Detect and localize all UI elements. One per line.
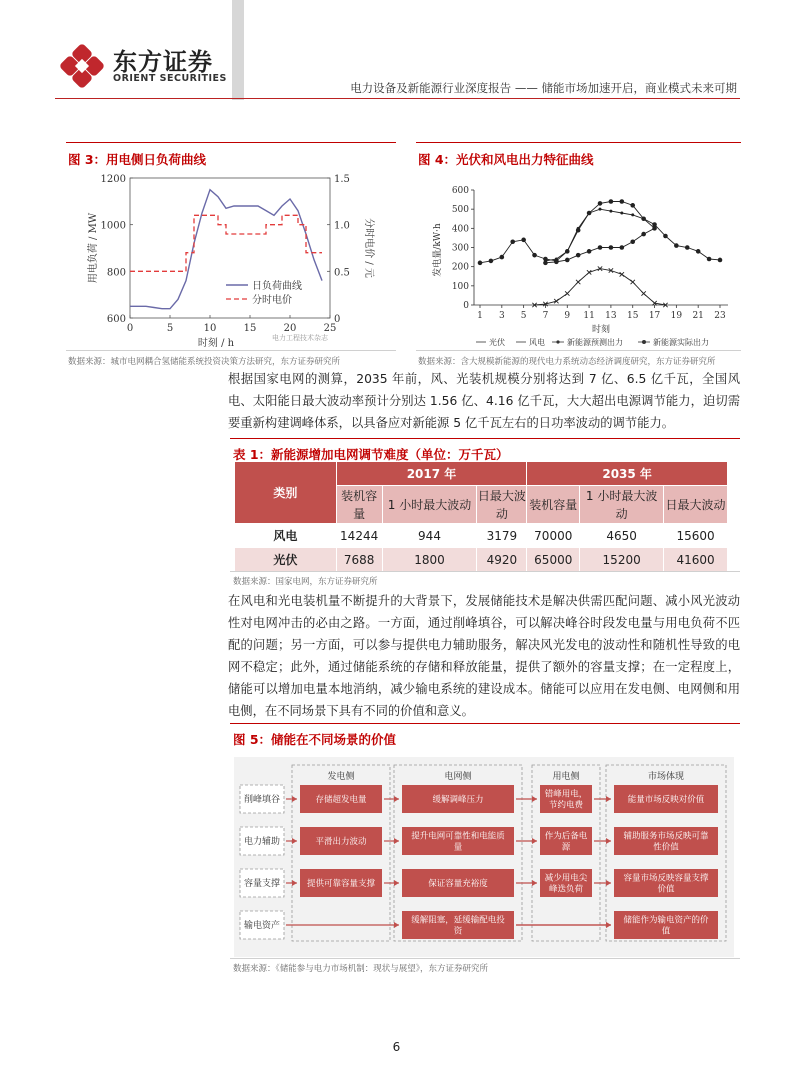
fig4-legend-pv: 光伏: [489, 338, 505, 347]
fig4-point: [532, 253, 537, 258]
fig3-series-price: [130, 215, 322, 271]
fig3-xtick-label: 25: [323, 323, 337, 334]
table1-sub-1: 1 小时最大波动: [382, 486, 477, 524]
table1-title: 表 1：新能源增加电网调节难度（单位：万千瓦）: [233, 447, 509, 462]
fig4-ytick-label: 400: [451, 224, 469, 235]
table1-cell: 3179: [477, 524, 527, 548]
fig4-point: [566, 250, 569, 253]
fig4-point: [641, 232, 646, 237]
fig4-point: [565, 291, 569, 295]
fig3-xtick-label: 10: [203, 323, 217, 334]
fig4-xtick-label: 1: [477, 311, 483, 321]
fig5-top-rule: [230, 723, 740, 724]
fig4-series-forecast: [545, 209, 654, 261]
fig5-cell-text: 储能作为输电资产的价: [623, 915, 709, 926]
page-number: 6: [392, 1040, 401, 1054]
fig5-col-head: 市场体现: [647, 772, 685, 782]
paragraph-1: 根据国家电网的测算，2035 年前，风、光装机规模分别将达到 7 亿、6.5 亿千瓦，全国风电、太阳能日最大波动率预计分别达 1.56 亿、4.16 亿千瓦，大大超出电源调节能力，迫切需要重新构建调峰体系，以具备应对新能源 5 亿千瓦左右的日功率波动的调节能力。: [228, 372, 740, 430]
fig4-ytick-label: 500: [451, 205, 469, 216]
fig3-xlabel: 时刻 / h: [197, 338, 235, 349]
table1-bottom-rule: [230, 571, 740, 572]
fig5-title: 图 5：储能在不同场景的价值: [233, 732, 397, 747]
fig4-point: [620, 272, 624, 276]
table1-cell: 4920: [477, 548, 527, 572]
fig3-ytick-label: 800: [106, 267, 126, 279]
fig3-source: 数据来源：城市电网耦合氢储能系统投资决策方法研究，东方证券研究所: [68, 357, 341, 367]
fig5-cell-text: 减少用电尖: [544, 873, 588, 884]
table1-row-label: 风电: [235, 524, 337, 548]
fig4-xtick-label: 7: [542, 311, 549, 321]
fig3-plot-frame: [130, 178, 330, 318]
fig4-legend-forecast: 新能源预测出力: [567, 338, 623, 347]
fig4-point: [609, 199, 614, 204]
fig5-cell-text: 作为后备电: [544, 831, 588, 842]
fig4-ytick-label: 300: [451, 243, 469, 254]
fig4-point: [599, 208, 602, 211]
fig4-source: 数据来源：含大规模新能源的现代电力系统动态经济调度研究，东方证券研究所: [418, 357, 716, 367]
orient-logo-icon: [60, 44, 104, 88]
fig5-source: 数据来源：《储能参与电力市场机制：现状与展望》，东方证券研究所: [233, 964, 489, 974]
fig3-legend: [226, 279, 302, 306]
fig5-cell-text: 缓解阻塞，延缓输配电投: [411, 915, 505, 926]
fig4-point: [685, 245, 690, 250]
fig5-cell-text: 平滑出力波动: [315, 837, 367, 847]
fig4-point: [478, 261, 483, 266]
fig4-series-wind: [480, 202, 720, 263]
fig3-xtick-label: 5: [166, 323, 174, 334]
fig4-point: [598, 245, 603, 250]
fig4-xtick-label: 19: [670, 311, 683, 321]
table1-sub-4: 1 小时最大波动: [580, 486, 664, 524]
fig4-xlabel: 时刻: [591, 325, 611, 335]
table1: [234, 461, 728, 572]
fig4-ylabel: 发电量/kW·h: [433, 223, 443, 277]
fig4-ytick-label: 200: [451, 262, 469, 273]
fig3-ylabel: 用电负荷 / MW: [88, 212, 99, 284]
fig5-cell-text: 提升电网可靠性和电能质: [411, 831, 505, 842]
logo-en: ORIENT SECURITIES: [113, 73, 227, 84]
table1-cell: 1800: [382, 548, 477, 572]
fig3-legend-price: 分时电价: [252, 295, 292, 306]
fig4-point: [630, 203, 635, 208]
fig4-xtick-label: 9: [564, 311, 571, 321]
fig5-cell-text: 提供可靠容量支撑: [306, 879, 376, 889]
fig4-ytick-label: 600: [451, 186, 469, 196]
fig4-ytick-label: 0: [463, 301, 469, 311]
fig4-xtick-label: 3: [498, 311, 505, 321]
fig4-point: [642, 217, 645, 220]
table1-year-2017: 2017 年: [336, 462, 527, 486]
fig4-point: [489, 259, 494, 264]
fig5-col-head: 用电侧: [552, 772, 580, 782]
fig4-xtick-label: 5: [520, 311, 527, 321]
fig5-cell-text: 值: [661, 926, 671, 937]
table1-cell: 14244: [336, 524, 382, 548]
fig3-watermark: 电力工程技术杂志: [272, 334, 328, 342]
fig4-point: [641, 291, 645, 295]
table1-top-rule: [230, 438, 740, 439]
table1-header-row: [235, 462, 728, 486]
table1-sub-2: 日最大波动: [477, 486, 527, 524]
table1-source: 数据来源：国家电网，东方证券研究所: [233, 577, 378, 587]
fig4-legend: [476, 337, 709, 347]
fig5-row-label: 容量支撑: [243, 879, 281, 889]
table1-cell: 41600: [664, 548, 728, 572]
table1-sub-0: 装机容量: [336, 486, 382, 524]
fig3-title: 图 3：用电侧日负荷曲线: [68, 152, 207, 167]
fig5-cell-text: 量: [453, 842, 463, 853]
fig5-bottom-rule: [230, 958, 740, 959]
paragraph-2: 在风电和光电装机量不断提升的大背景下，发展储能技术是解决供需匹配问题、减小风光波动性对电网冲击的必由之路。一方面，通过削峰填谷，可以解决峰谷时段发电量与用电负荷不匹配的问题；另一方面，可以参与提供电力辅助服务，解决风光发电的波动性和随机性导致的电网不稳定；此外，通过储能系统的存储和释放能量，提供了额外的容量支撑；在一定程度上，储能可以增加电量本地消纳，减少输电系统的建设成本。储能可以应用在发电侧、电网侧和用电侧，在不同场景下具有不同的价值和意义。: [228, 594, 740, 718]
fig5-cell-text: 性价值: [653, 842, 679, 853]
fig4-xtick-label: 23: [714, 311, 726, 321]
fig4-point: [663, 234, 668, 239]
fig5-cell-text: 资: [453, 926, 463, 937]
fig4-point: [652, 226, 657, 231]
fig4-xtick-label: 15: [627, 311, 639, 321]
fig4-point: [587, 270, 591, 274]
fig5-cell-text: 辅助服务市场反映可靠: [623, 831, 709, 842]
table1-cell: 15200: [580, 548, 664, 572]
fig3-top-rule: [66, 142, 396, 143]
fig4-legend-actual: 新能源实际出力: [653, 338, 709, 347]
fig4-point: [587, 249, 592, 254]
fig4-top-rule: [416, 142, 741, 143]
fig4-ytick-label: 100: [451, 281, 469, 292]
table1-cell: 4650: [580, 524, 664, 548]
table1-cell: 944: [382, 524, 477, 548]
fig4-title: 图 4：光伏和风电出力特征曲线: [418, 152, 594, 167]
fig4-legend-wind: 风电: [529, 338, 545, 347]
fig5-cell-text: 能量市场反映对价值: [627, 795, 705, 805]
fig4-point: [718, 258, 723, 263]
fig3-y2tick-label: 0.5: [334, 267, 350, 279]
fig5-cell-text: 节约电费: [548, 800, 584, 811]
fig4-xtick-label: 11: [583, 311, 595, 321]
fig3-legend-load: 日负荷曲线: [252, 281, 302, 292]
fig4-point: [630, 239, 635, 244]
fig4-point: [707, 257, 712, 262]
fig3-xtick-label: 15: [243, 323, 257, 334]
fig5-col-head: 发电侧: [327, 772, 355, 782]
fig5-cell-text: 缓解调峰压力: [432, 795, 484, 805]
fig5-row-label: 输电资产: [243, 921, 281, 931]
fig4-point: [577, 227, 580, 230]
fig4-point: [609, 210, 612, 213]
fig4-point: [588, 212, 591, 215]
fig5-diagram: [234, 757, 734, 957]
fig4-point: [521, 238, 526, 243]
fig4-bottom-rule: [416, 350, 741, 351]
fig4-point: [620, 199, 625, 204]
report-title: 电力设备及新能源行业深度报告 —— 储能市场加速开启，商业模式未来可期: [350, 81, 737, 95]
table-row: [235, 524, 728, 548]
fig3-y2tick-label: 1.5: [334, 174, 350, 185]
fig4-point: [609, 245, 614, 250]
logo-cn: 东方证券: [113, 48, 213, 76]
table1-cell: 70000: [527, 524, 580, 548]
fig5-cell-text: 存储超发电量: [315, 795, 367, 805]
table1-year-2035: 2035 年: [527, 462, 728, 486]
fig5-col-head: 电网侧: [444, 772, 472, 782]
fig3-ylabel2: 分时电价 / 元: [363, 218, 374, 278]
table1-col-category: 类别: [235, 462, 337, 524]
fig4-point: [543, 261, 548, 266]
fig4-point: [620, 245, 625, 250]
fig4-point: [674, 243, 679, 248]
fig4-point: [620, 212, 623, 215]
fig5-cell-text: 保证容量充裕度: [428, 879, 488, 889]
table-row: [235, 548, 728, 572]
fig3-y2tick-label: 1.0: [334, 220, 350, 232]
fig4-point: [576, 253, 581, 258]
table1-cell: 15600: [664, 524, 728, 548]
fig3-xtick-label: 20: [283, 323, 297, 334]
fig4-xtick-label: 13: [605, 311, 617, 321]
fig3-bottom-rule: [66, 350, 396, 351]
table1-cell: 7688: [336, 548, 382, 572]
fig5-cell-text: 错峰用电，: [544, 789, 588, 800]
fig4-point: [631, 280, 635, 284]
table1-sub-5: 日最大波动: [664, 486, 728, 524]
fig5-row-label: 电力辅助: [243, 837, 281, 847]
table1-cell: 65000: [527, 548, 580, 572]
fig5-cell-text: 容量市场反映容量支撑: [623, 873, 709, 884]
fig3-ytick-label: 600: [106, 314, 126, 325]
fig4-xtick-label: 17: [648, 311, 661, 321]
fig4-chart: [416, 172, 741, 350]
fig4-point: [554, 260, 559, 265]
fig4-point: [696, 249, 701, 254]
fig3-xtick-label: 0: [126, 323, 134, 334]
fig4-point: [576, 280, 580, 284]
fig3-ytick-label: 1200: [100, 174, 126, 185]
fig4-point: [500, 255, 505, 260]
fig4-point: [510, 239, 515, 244]
fig5-cell-text: 价值: [657, 884, 675, 895]
fig4-point: [565, 258, 570, 263]
fig3-ytick-label: 1000: [100, 220, 126, 232]
table1-row-label: 光伏: [235, 548, 337, 572]
header-divider: [55, 98, 740, 99]
header-gray-bar: [232, 0, 244, 100]
table1-sub-3: 装机容量: [527, 486, 580, 524]
fig4-xtick-label: 21: [692, 311, 704, 321]
fig5-cell-text: 源: [561, 842, 571, 853]
fig4-point: [598, 201, 603, 206]
fig3-y2tick-label: 0: [334, 314, 341, 325]
fig5-cell-text: 峰迭负荷: [548, 884, 584, 895]
fig4-point: [631, 213, 634, 216]
fig3-chart: [66, 168, 396, 350]
fig5-row-label: 削峰填谷: [243, 795, 281, 805]
